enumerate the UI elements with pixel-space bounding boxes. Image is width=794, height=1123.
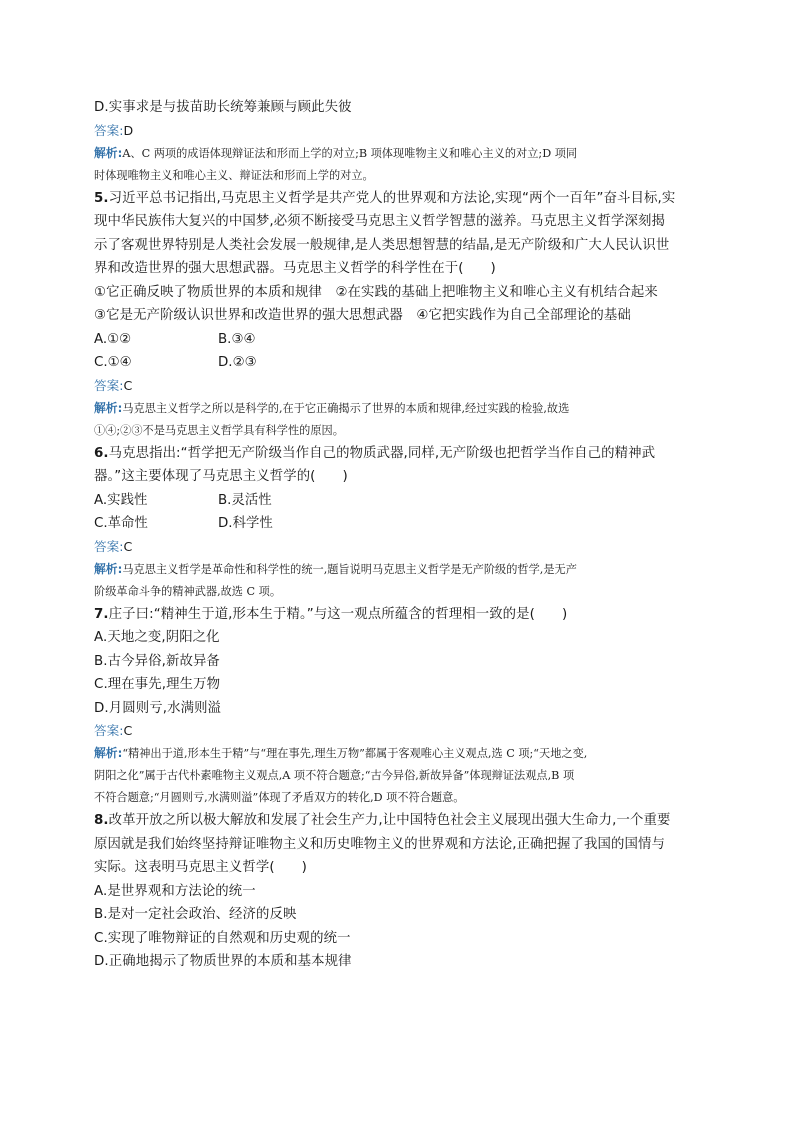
q6-stem-line-1: 6.马克思指出:“哲学把无产阶级当作自己的物质武器,同样,无产阶级也把哲学当作自己的精神武 (94, 445, 656, 461)
q5-options-row-2 (94, 351, 700, 375)
q5-stem-line-4: 界和改造世界的强大思想武器。马克思主义哲学的科学性在于( ) (94, 261, 496, 276)
answer-label: 答案: (94, 538, 124, 554)
q7-option-c: C.理在事先,理生万物 (94, 677, 221, 692)
q8-stem-line-3: 实际。这表明马克思主义哲学( ) (94, 860, 308, 875)
q7-option-a: A.天地之变,阴阳之化 (94, 630, 220, 645)
q4-explanation-line-1: 解析:A、C 两项的成语体现辩证法和形而上学的对立;B 项体现唯物主义和唯心主义的对立;D 项同 (94, 145, 578, 160)
q8-stem-line-1: 8.改革开放之所以极大解放和发展了社会生产力,让中国特色社会主义展现出强大生命力,一个重要 (94, 813, 671, 828)
q7-option-d: D.月圆则亏,水满则溢 (94, 700, 222, 716)
q5-options-row-1 (94, 328, 700, 352)
q8-option-d: D.正确地揭示了物质世界的本质和基本规律 (94, 954, 352, 969)
question-number: 7. (94, 606, 109, 622)
q6-options-row-1 (94, 489, 700, 513)
answer-value: D (123, 122, 134, 138)
option-d: D.②③ (218, 355, 257, 370)
question-number: 6. (94, 445, 109, 461)
answer-value: C (123, 538, 133, 554)
q8-option-b: B.是对一定社会政治、经济的反映 (94, 907, 297, 922)
q7-explanation-line-2: 阴阳之化”属于古代朴素唯物主义观点,A 项不符合题意;“古今异俗,新故异备”体现辩证法观点,B 项 (94, 769, 575, 782)
explanation-label: 解析: (94, 400, 123, 415)
q6-answer (94, 536, 700, 558)
q4-explanation-line-2: 时体现唯物主义和唯心主义、辩证法和形而上学的对立。 (94, 168, 374, 182)
document-page (94, 96, 700, 974)
q8-stem-line-2: 原因就是我们始终坚持辩证唯物主义和历史唯物主义的世界观和方法论,正确把握了我国的国情与 (94, 836, 665, 852)
q5-stem-line-3: 示了客观世界特别是人类社会发展一般规律,是人类思想智慧的结晶,是无产阶级和广大人民认识世 (94, 237, 670, 253)
q6-explanation-line-2: 阶级革命斗争的精神武器,故选 C 项。 (94, 584, 282, 598)
answer-value: C (123, 723, 133, 738)
explanation-label: 解析: (94, 145, 123, 160)
q6-stem-line-2: 器。”这主要体现了马克思主义哲学的( ) (94, 469, 348, 484)
q8-option-c: C.实现了唯物辩证的自然观和历史观的统一 (94, 930, 351, 946)
q8-option-a: A.是世界观和方法论的统一 (94, 883, 256, 899)
option-d: D.科学性 (218, 516, 273, 531)
answer-value: C (123, 377, 133, 393)
q4-answer (94, 120, 700, 142)
option-b: B.灵活性 (218, 492, 272, 508)
q5-stem-line-2: 现中华民族伟大复兴的中国梦,必须不断接受马克思主义哲学智慧的滋养。马克思主义哲学深刻揭 (94, 214, 665, 229)
q5-explanation-line-1: 解析:马克思主义哲学之所以是科学的,在于它正确揭示了世界的本质和规律,经过实践的检验,故选 (94, 400, 570, 415)
answer-label: 答案: (94, 723, 124, 738)
q7-explanation-line-1: 解析:“精神出于道,形本生于精”与“理在事先,理生万物”都属于客观唯心主义观点,选 C 项;“天地之变, (94, 746, 588, 760)
q7-answer (94, 720, 700, 742)
q4-option-d: D.实事求是与拔苗助长统筹兼顾与顾此失彼 (94, 100, 352, 115)
option-c: C.革命性 (94, 516, 148, 531)
question-number: 5. (94, 190, 109, 206)
answer-label: 答案: (94, 377, 124, 393)
explanation-label: 解析: (94, 561, 123, 576)
q5-stem-line-1: 5.习近平总书记指出,马克思主义哲学是共产党人的世界观和方法论,实现“两个一百年”奋斗目标,实 (94, 190, 676, 206)
q6-options-row-2 (94, 512, 700, 536)
q5-answer (94, 375, 700, 397)
question-number: 8. (94, 813, 109, 828)
q5-statement-2: ③它是无产阶级认识世界和改造世界的强大思想武器 ④它把实践作为自己全部理论的基础 (94, 308, 631, 323)
q7-stem-line-1: 7.庄子曰:“精神生于道,形本生于精。”与这一观点所蕴含的哲理相一致的是( ) (94, 606, 568, 622)
q6-explanation-line-1: 解析:马克思主义哲学是革命性和科学性的统一,题旨说明马克思主义哲学是无产阶级的哲学,是无产 (94, 561, 577, 576)
q5-statement-1: ①它正确反映了物质世界的本质和规律 ②在实践的基础上把唯物主义和唯心主义有机结合起来 (94, 284, 658, 300)
option-a: A.实践性 (94, 492, 148, 508)
option-a: A.①② (94, 331, 132, 347)
q5-explanation-line-2: ①④;②③不是马克思主义哲学具有科学性的原因。 (94, 423, 344, 437)
answer-label: 答案: (94, 122, 124, 138)
option-b: B.③④ (218, 331, 256, 347)
option-c: C.①④ (94, 355, 132, 370)
explanation-label: 解析: (94, 746, 123, 760)
q7-option-b: B.古今异俗,新故异备 (94, 653, 220, 669)
q7-explanation-line-3: 不符合题意;“月圆则亏,水满则溢”体现了矛盾双方的转化,D 项不符合题意。 (94, 791, 465, 804)
